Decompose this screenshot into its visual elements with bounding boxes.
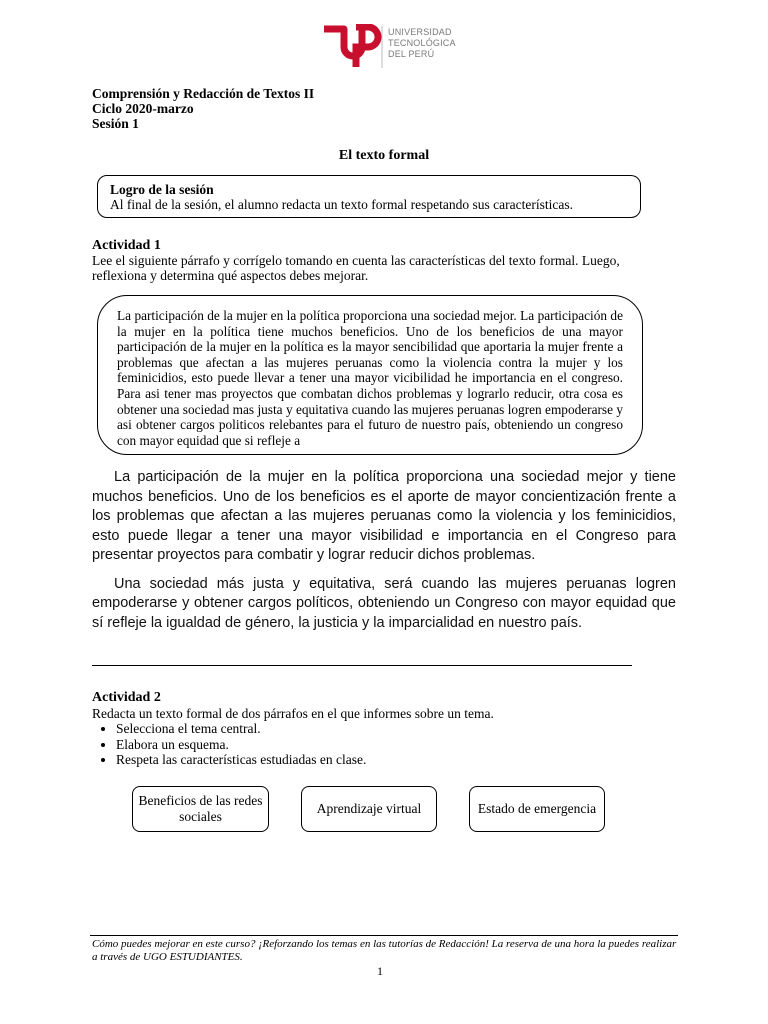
- activity-2-title: Actividad 2: [92, 690, 161, 705]
- activity-2-steps: [92, 721, 672, 768]
- session-goal-box: [97, 175, 641, 218]
- activity-1-title: Actividad 1: [92, 238, 161, 253]
- corrected-text: [92, 468, 676, 642]
- footer-note: Cómo puedes mejorar en este curso? ¡Reforzando los temas en las tutorías de Redacción! La reserva de una hora la puedes realizar a través de UGO ESTUDIANTES.: [92, 938, 677, 963]
- logo-text: [388, 27, 456, 60]
- logo-text-line: UNIVERSIDAD: [388, 27, 452, 37]
- activity-1: [92, 238, 662, 283]
- topic-box-estado-emergencia: [469, 786, 605, 832]
- step-item: • Respeta las características estudiadas en clase.: [116, 752, 672, 768]
- corrected-paragraph: Una sociedad más justa y equitativa, será cuando las mujeres peruanas logren empoderarse y obtener cargos políticos, obteniendo un Congreso con mayor equidad que sí refleje la igualdad de género, la justicia y la imparcialidad en nuestro país.: [92, 575, 676, 631]
- step-item: • Elabora un esquema.: [116, 737, 672, 753]
- topic-label: Aprendizaje virtual: [316, 801, 422, 816]
- original-paragraph: La participación de la mujer en la política proporciona una sociedad mejor. La participación de la mujer en la política tiene muchos beneficios. Uno de los beneficios de una mayor participación de la mujer en la política es la mayor sencibilidad que aportaria la mujer frente a problemas que afectan a las mujeres peruanas como la violencia contra la mujer y los feminicidios, esto puede llevar a tener una mayor vicibilidad he importancia en el congreso. Para asi tener mas proyectos que combatan dichos problemas y lograrlo reducir, otra cosa es obtener una sociedad mas justa y equitativa cuando las mujeres peruanas logren empoderarse y asi obtener cargos politicos relebantes para el futuro de nuestro país, obteniendo un congreso con mayor equidad que si refleje a: [117, 308, 623, 448]
- logo-text-line: TECNOLÓGICA: [388, 38, 456, 48]
- divider-line: [92, 665, 632, 666]
- topic-box-aprendizaje-virtual: [301, 786, 437, 832]
- activity-1-instructions: Lee el siguiente párrafo y corrígelo tomando en cuenta las características del texto formal. Luego, reflexiona y determina qué aspectos debes mejorar.: [92, 253, 620, 283]
- original-paragraph-box: [97, 295, 643, 455]
- session-goal-text: Al final de la sesión, el alumno redacta un texto formal respetando sus características.: [110, 197, 573, 212]
- logo-text-line: DEL PERÚ: [388, 49, 435, 59]
- step-item: • Selecciona el tema central.: [116, 721, 672, 737]
- page-title: El texto formal: [338, 148, 430, 163]
- cycle: Ciclo 2020-marzo: [92, 101, 194, 116]
- footer-divider: [90, 935, 678, 936]
- topic-label: Estado de emergencia: [477, 801, 597, 816]
- document-header: [92, 86, 314, 131]
- topic-label: Beneficios de las redes sociales: [138, 793, 263, 824]
- page-number: 1: [377, 964, 383, 978]
- course-name: Comprensión y Redacción de Textos II: [92, 86, 315, 101]
- session-goal-heading: Logro de la sesión: [110, 182, 214, 197]
- topic-box-redes-sociales: [132, 786, 269, 832]
- session: Sesión 1: [92, 116, 139, 131]
- corrected-paragraph: La participación de la mujer en la política proporciona una sociedad mejor y tiene muchos beneficios. Uno de los beneficios es el aporte de mayor concientización frente a los problemas que afectan a las mujeres peruanas como la violencia y los feminicidios, esto puede llegar a tener una mayor visibilidad e importancia en el Congreso para presentar proyectos para combatir y lograr reducir dichos problemas.: [92, 469, 676, 563]
- activity-2: [92, 690, 672, 768]
- activity-2-instructions: Redacta un texto formal de dos párrafos en el que informes sobre un tema.: [92, 705, 494, 721]
